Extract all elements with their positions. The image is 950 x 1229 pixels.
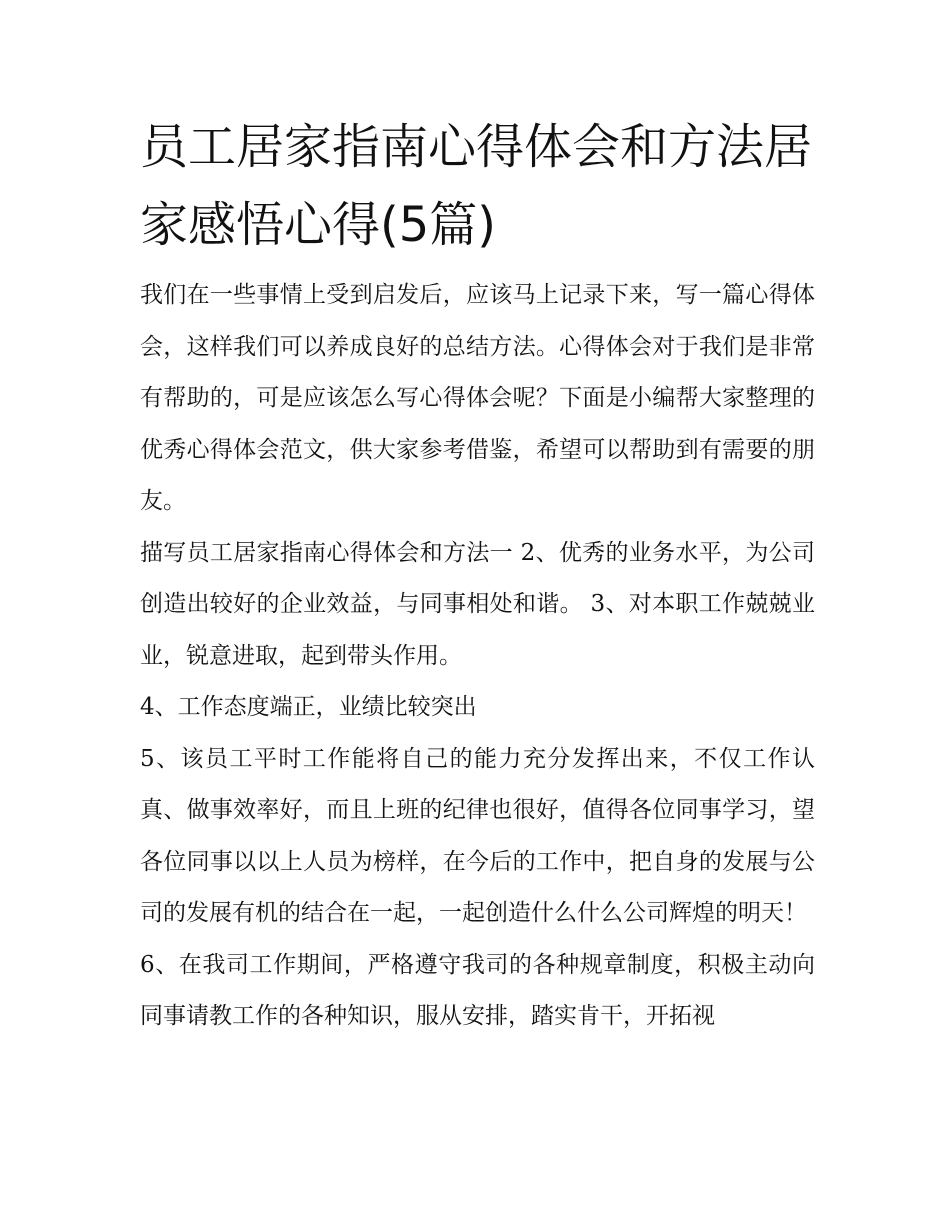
paragraph-item-5: 5、该员工平时工作能将自己的能力充分发挥出来，不仅工作认真、做事效率好，而且上班的纪律也很好，值得各位同事学习，望各位同事以以上人员为榜样，在今后的工作中，把自身的发展与公司的发展有机的结合在一起，一起创造什么什么公司辉煌的明天！ (140, 745, 815, 926)
document-body (140, 108, 815, 1043)
paragraph-method-one: 描写员工居家指南心得体会和方法一 2、优秀的业务水平，为公司创造出较好的企业效益，与同事相处和谐。 3、对本职工作兢兢业业，锐意进取，起到带头作用。 (140, 539, 815, 669)
paragraph-item-6: 6、在我司工作期间，严格遵守我司的各种规章制度，积极主动向同事请教工作的各种知识，服从安排，踏实肯干，开拓视 (140, 951, 815, 1029)
paragraph-item-4: 4、工作态度端正，业绩比较突出 (140, 694, 477, 720)
document-title: 员工居家指南心得体会和方法居家感悟心得(5篇) (140, 119, 813, 253)
paragraph-intro: 我们在一些事情上受到启发后，应该马上记录下来，写一篇心得体会，这样我们可以养成良好的总结方法。心得体会对于我们是非常有帮助的，可是应该怎么写心得体会呢？下面是小编帮大家整理的优秀心得体会范文，供大家参考借鉴，希望可以帮助到有需要的朋友。 (140, 282, 815, 514)
